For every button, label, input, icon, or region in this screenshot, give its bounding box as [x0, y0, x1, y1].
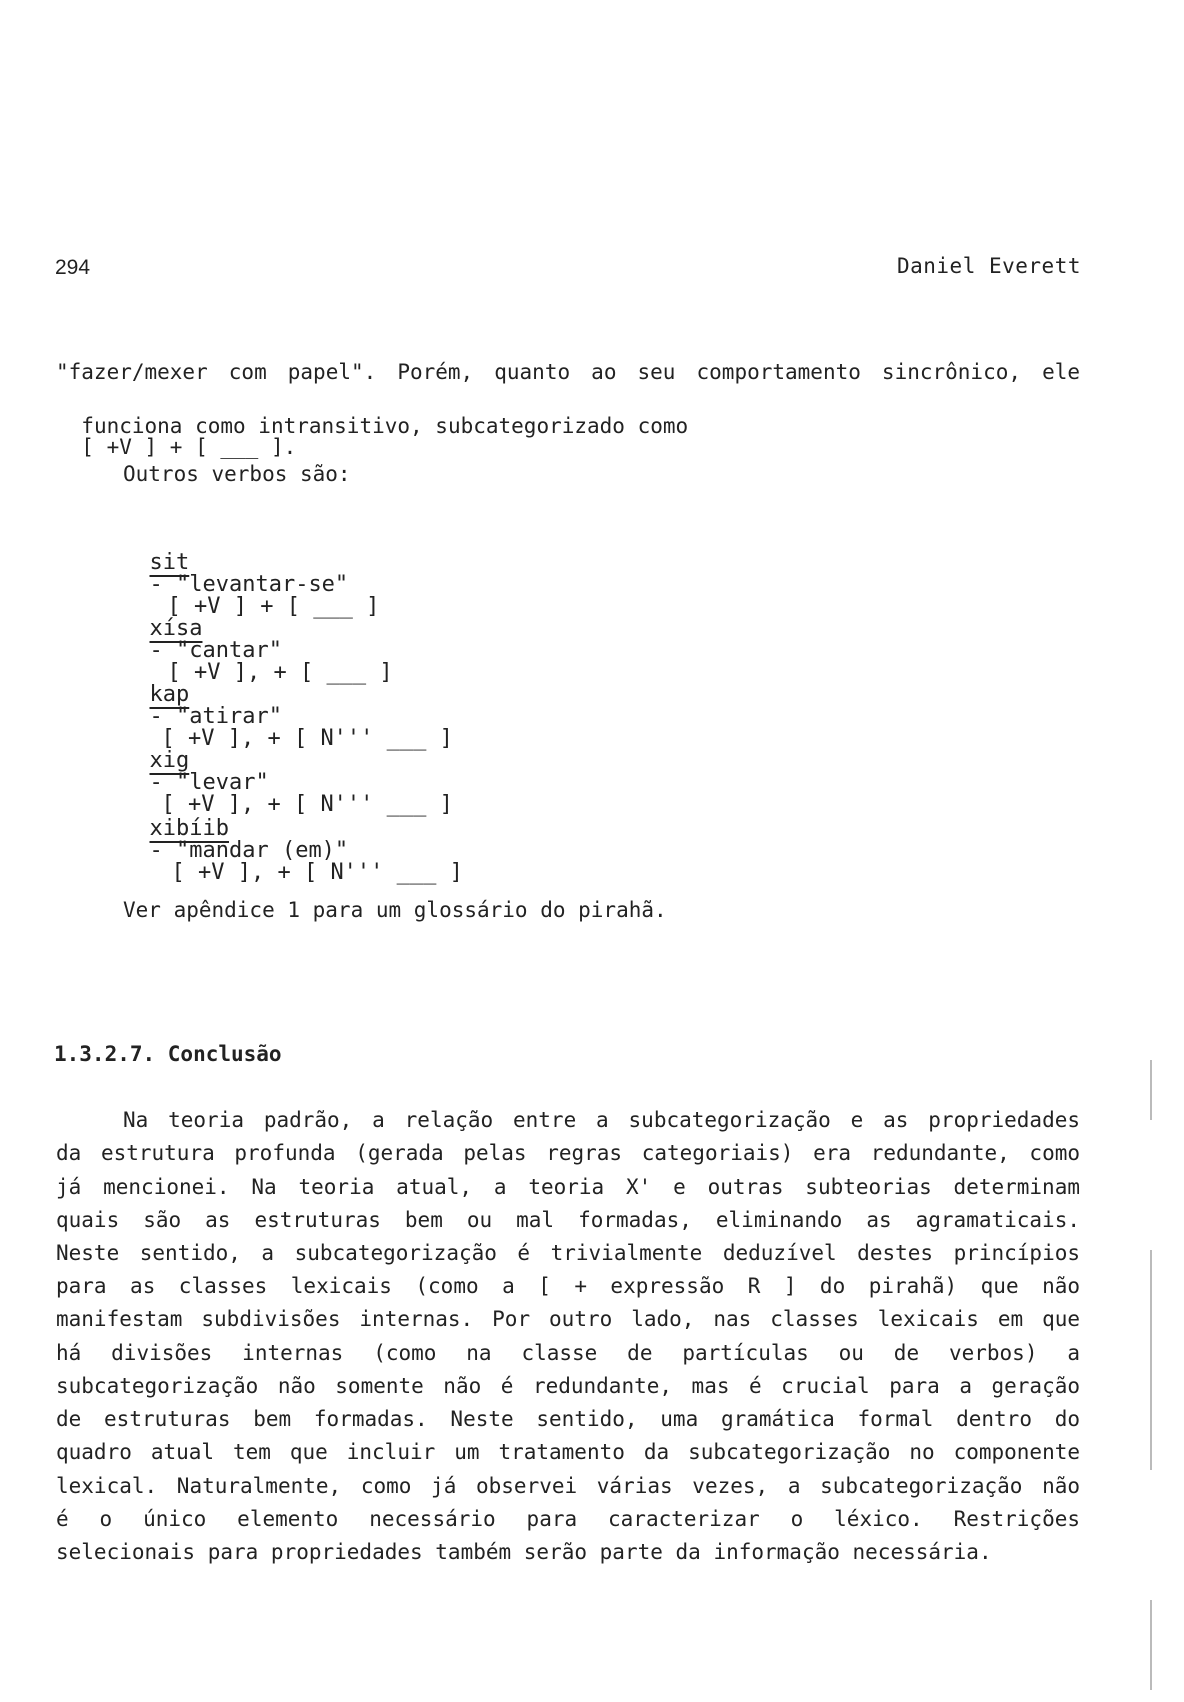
verb-frame: [ +V ], + [ N''' ___ ]: [161, 792, 453, 817]
verb-word: xig: [149, 748, 190, 773]
paragraph-line: quais são as estruturas bem ou mal formadas, eliminando as agramaticais.: [56, 1208, 1080, 1232]
section-heading: 1.3.2.7. Conclusão: [54, 1042, 282, 1066]
intro-line-2-frame: [ +V ] + [ ___ ].: [81, 435, 297, 459]
verb-gloss: - "levantar-se": [149, 572, 349, 597]
verb-gloss: - "levar": [149, 770, 269, 795]
paragraph-line: lexical. Naturalmente, como já observei várias vezes, a subcategorização não: [56, 1474, 1080, 1498]
paragraph-line: Na teoria padrão, a relação entre a subcategorização e as propriedades: [123, 1108, 1080, 1132]
running-head: Daniel Everett: [896, 254, 1081, 278]
paragraph-line: para as classes lexicais (como a [ + expressão R ] do pirahã) que não: [56, 1274, 1080, 1298]
intro-line-1: "fazer/mexer com papel". Porém, quanto ao seu comportamento sincrônico, ele: [56, 360, 1080, 384]
verb-word: xísa: [149, 616, 203, 641]
verb-entry: [123, 796, 463, 884]
scan-edge-mark: [1150, 1600, 1152, 1690]
paragraph-line: é o único elemento necessário para caracterizar o léxico. Restrições: [56, 1507, 1080, 1531]
intro-line-2-text: funciona como intransitivo, subcategorizado como: [81, 414, 689, 438]
scan-edge-mark: [1150, 1250, 1152, 1470]
verb-frame: [ +V ], + [ N''' ___ ]: [171, 860, 463, 885]
paragraph-line: selecionais para propriedades também serão parte da informação necessária.: [56, 1540, 992, 1564]
verb-word: sit: [149, 550, 190, 575]
paragraph-line: manifestam subdivisões internas. Por outro lado, nas classes lexicais em que: [56, 1307, 1080, 1331]
verb-frame: [ +V ], + [ ___ ]: [167, 660, 393, 685]
paragraph-line: Neste sentido, a subcategorização é trivialmente deduzível destes princípios: [56, 1241, 1080, 1265]
intro-line-2: [56, 395, 688, 458]
verbs-intro: Outros verbos são:: [123, 462, 351, 486]
verb-gloss: - "atirar": [149, 704, 282, 729]
verb-frame: [ +V ], + [ N''' ___ ]: [161, 726, 453, 751]
verb-gloss: - "cantar": [149, 638, 282, 663]
scan-edge-mark: [1150, 1060, 1152, 1120]
verb-word: kap: [149, 682, 190, 707]
appendix-note: Ver apêndice 1 para um glossário do pirahã.: [123, 898, 667, 922]
paragraph-line: quadro atual tem que incluir um tratamento da subcategorização no componente: [56, 1440, 1080, 1464]
paragraph-line: há divisões internas (como na classe de partículas ou de verbos) a: [56, 1341, 1080, 1365]
paragraph-line: de estruturas bem formadas. Neste sentido, uma gramática formal dentro do: [56, 1407, 1080, 1431]
paragraph-line: subcategorização não somente não é redundante, mas é crucial para a geração: [56, 1374, 1080, 1398]
verb-gloss: - "mandar (em)": [149, 838, 349, 863]
verb-word: xibíib: [149, 816, 229, 841]
verb-frame: [ +V ] + [ ___ ]: [167, 594, 380, 619]
paragraph-line: já mencionei. Na teoria atual, a teoria X' e outras subteorias determinam: [56, 1175, 1080, 1199]
page-number: 294: [55, 256, 91, 279]
paragraph-line: da estrutura profunda (gerada pelas regras categoriais) era redundante, como: [56, 1141, 1080, 1165]
